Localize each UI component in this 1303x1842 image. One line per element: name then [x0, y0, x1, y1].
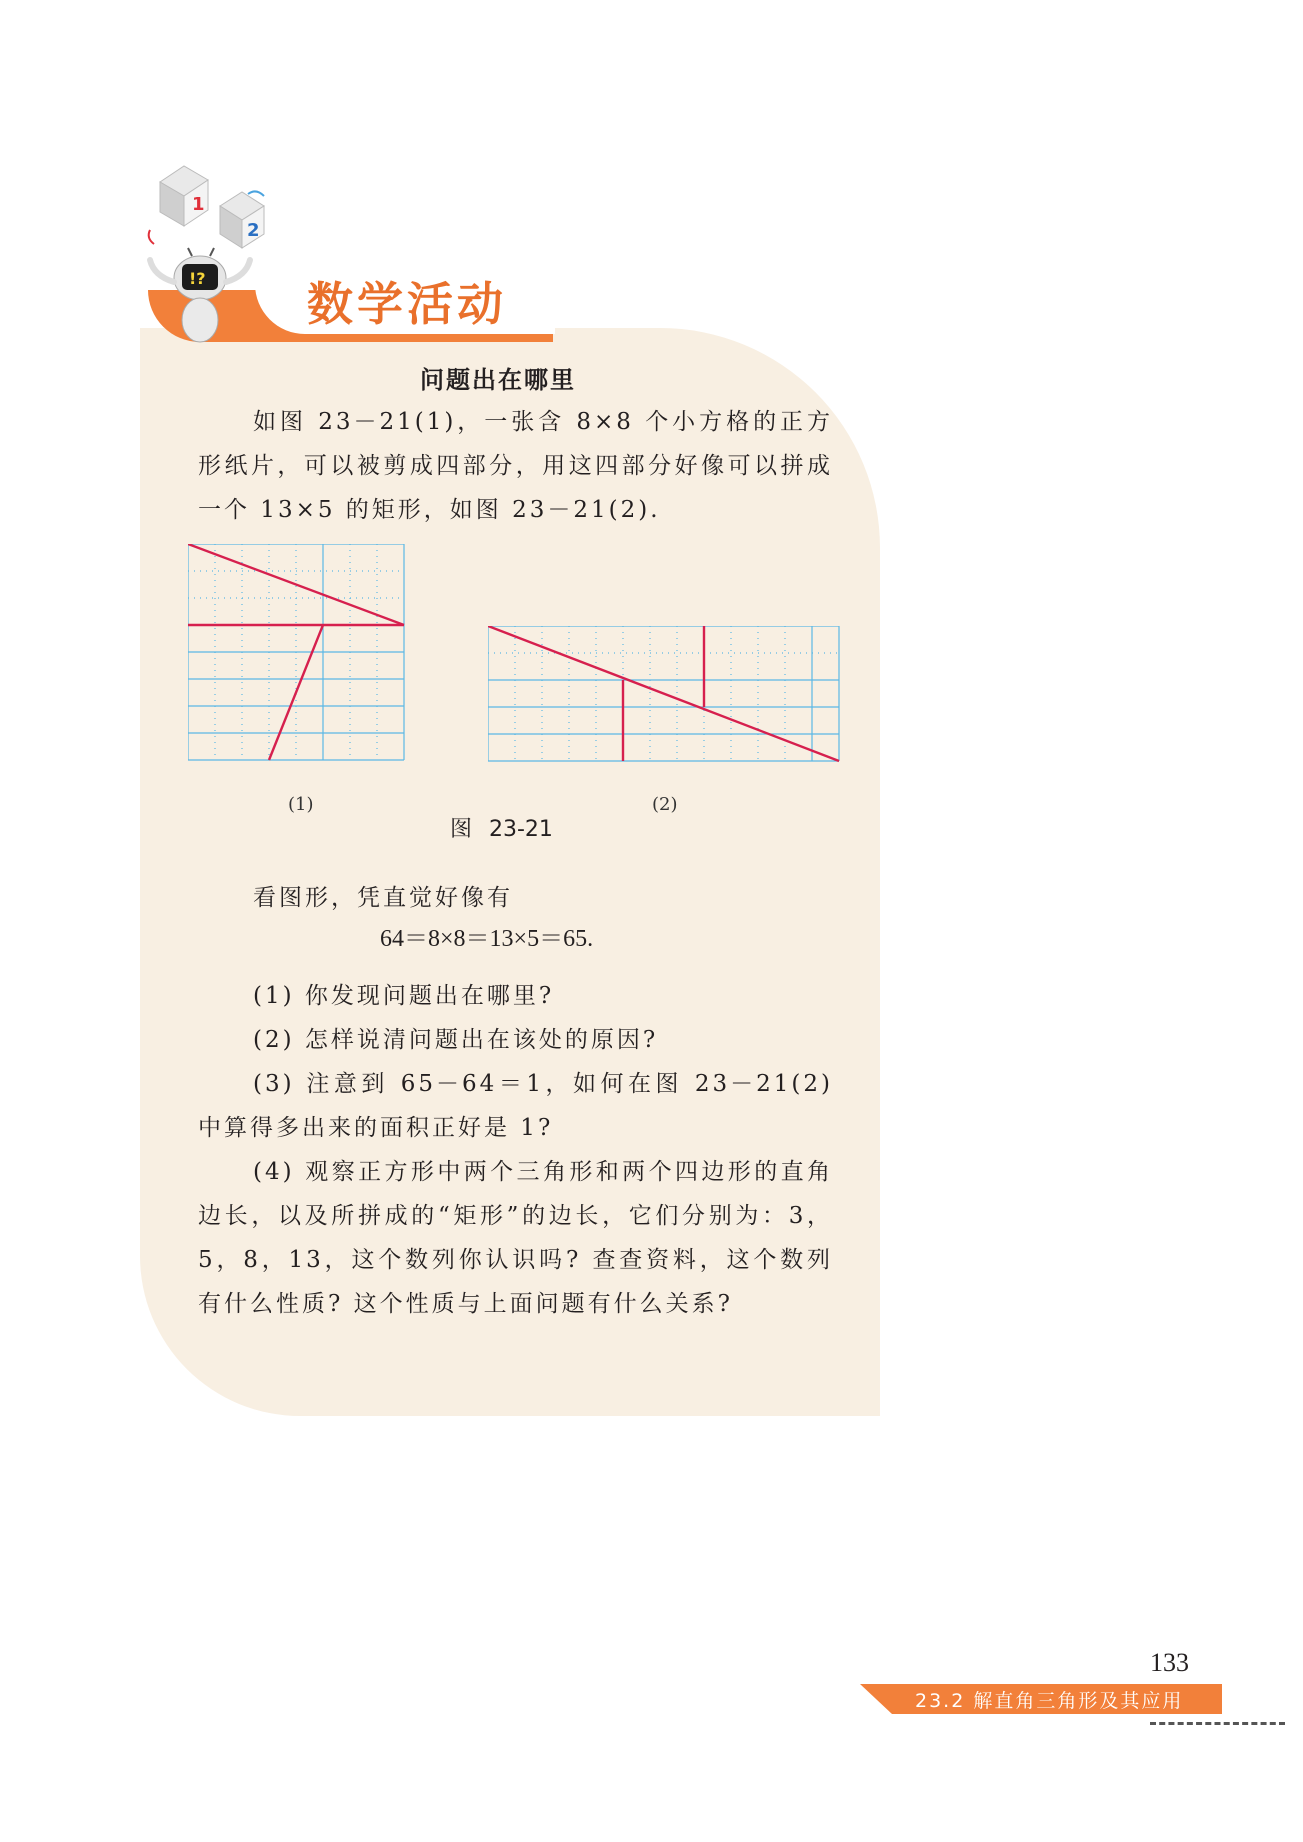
figure-1-grid: [188, 544, 404, 760]
figure-2-rectangle: [488, 626, 842, 764]
cube-2-number: 2: [247, 220, 260, 241]
robot-mascot-icon: [140, 160, 290, 345]
cube-2-icon: [220, 192, 264, 248]
footer-dotted-rule: [1150, 1722, 1285, 1725]
figure-2-label: (2): [652, 794, 678, 815]
equation: 64＝8×8＝13×5＝65.: [380, 926, 594, 952]
question-1: (1) 你发现问题出在哪里?: [253, 983, 555, 1009]
figure-2-cut-lines: [488, 626, 839, 761]
question-3: (3) 注意到 65－64＝1，如何在图 23－21(2) 中算得多出来的面积正好是 1?: [198, 1071, 833, 1141]
question-list: [198, 974, 833, 1326]
figure-caption: 图 23-21: [450, 817, 553, 842]
page-number: 133: [1150, 1648, 1189, 1677]
cube-1-number: 1: [192, 194, 205, 215]
lead-text: 看图形，凭直觉好像有: [253, 885, 513, 911]
intro-paragraph: 如图 23－21(1)，一张含 8×8 个小方格的正方形纸片，可以被剪成四部分，用这四部分好像可以拼成一个 13×5 的矩形，如图 23－21(2).: [198, 409, 833, 523]
problem-title: 问题出在哪里: [420, 366, 576, 394]
cube-1-icon: [160, 166, 208, 226]
figure-1-square: [188, 544, 406, 762]
question-2: (2) 怎样说清问题出在该处的原因?: [253, 1027, 659, 1053]
problem-intro: [198, 400, 833, 532]
section-title: 数学活动: [307, 277, 507, 331]
question-4: (4) 观察正方形中两个三角形和两个四边形的直角边长，以及所拼成的“矩形”的边长，它们分别为：3，5，8，13，这个数列你认识吗? 查查资料，这个数列有什么性质? 这个性质与上面问题有什么关系?: [198, 1159, 833, 1317]
section-label: 23.2 解直角三角形及其应用: [915, 1690, 1184, 1712]
robot-screen-text: !?: [189, 269, 206, 288]
figure-1-label: (1): [288, 794, 314, 815]
